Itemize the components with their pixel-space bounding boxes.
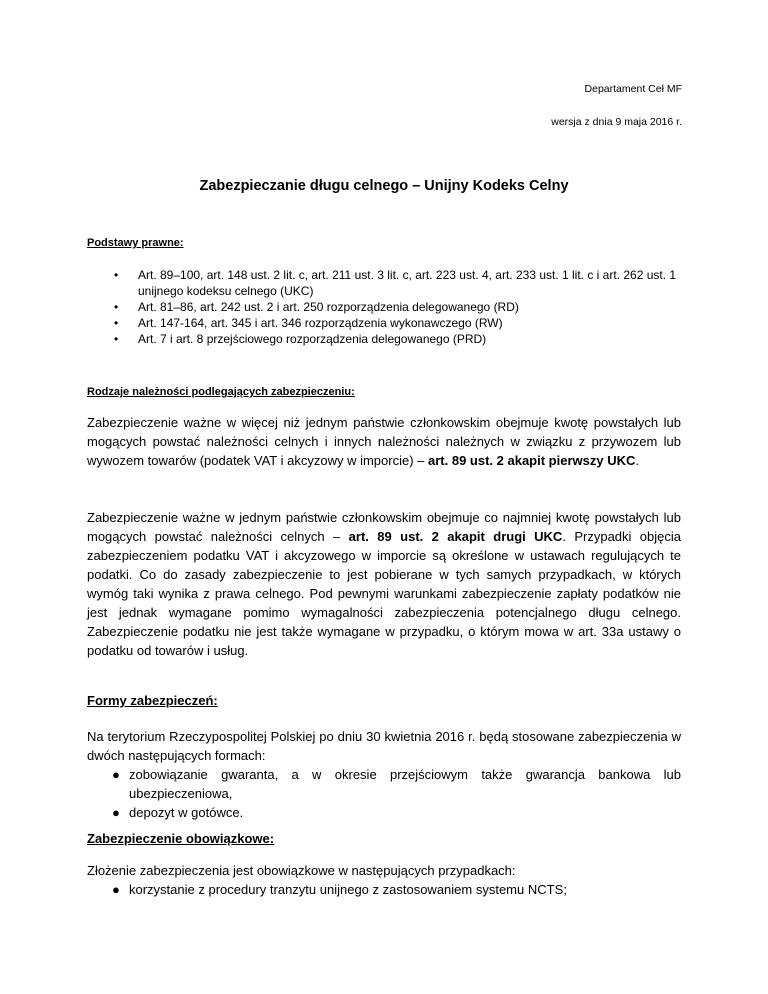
bullet-icon: ● [112,805,120,820]
list-item: ● depozyt w gotówce. [112,805,244,820]
bullet-icon: • [114,332,119,346]
bullet-icon: • [114,316,119,330]
mandatory-intro: Złożenie zabezpieczenia jest obowiązkowe w następujących przypadkach: [87,863,516,878]
receivables-paragraph-2: Zabezpieczenie ważne w jednym państwie członkowskim obejmuje co najmniej kwotę powstałych lub mogących powstać należności celnych – art. 89 ust. 2 akapit drugi UKC. Przypadki objęcia zabezpieczeniem podatku VAT i akcyzowego w imporcie są określone w ustawach regulujących te podatki. Co do zasady zabezpieczenie to jest pobierane w tych samych przypadkach, w których wymóg taki wynika z prawa celnego. Pod pewnymi warunkami zabezpieczenie zapłaty podatków nie jest jednak wymagane pomimo wymagalności zabezpieczenia potencjalnego długu celnego. Zabezpieczenie podatku nie jest także wymagane w przypadku, o którym mowa w art. 33a ustawy o podatku od towarów i usług. [87,510,682,658]
legal-basis-list [87,267,687,347]
list-item: • Art. 147-164, art. 345 i art. 346 rozporządzenia wykonawczego (RW) [114,316,503,330]
receivables-paragraph-1: Zabezpieczenie ważne w więcej niż jednym państwie członkowskim obejmuje kwotę powstałych lub mogących powstać należności celnych i innych należności należnych w związku z przywozem lub wywozem towarów (podatek VAT i akcyzowy w imporcie) – art. 89 ust. 2 akapit pierwszy UKC. [87,415,681,468]
list-item: ● zobowiązanie gwaranta, a w okresie przejściowym także gwarancja bankowa lub ubezpieczeniowa, [112,767,681,801]
bullet-icon: • [114,268,119,282]
mandatory-list [87,880,681,899]
mandatory-heading: Zabezpieczenie obowiązkowe: [87,831,275,846]
department-name: Departament Ceł MF [584,83,682,95]
forms-list [87,765,681,822]
bullet-icon: ● [112,882,120,897]
bullet-icon: • [114,300,119,314]
page-title: Zabezpieczanie długu celnego – Unijny Kodeks Celny [199,178,569,194]
version-date: wersja z dnia 9 maja 2016 r. [551,116,682,128]
list-item: • Art. 7 i art. 8 przejściowego rozporządzenia delegowanego (PRD) [114,332,487,346]
bullet-icon: ● [112,767,120,782]
forms-heading: Formy zabezpieczeń: [87,693,218,708]
list-item: ● korzystanie z procedury tranzytu unijnego z zastosowaniem systemu NCTS; [112,882,567,897]
list-item: • Art. 89–100, art. 148 ust. 2 lit. c, art. 211 ust. 3 lit. c, art. 223 ust. 4, art. 233 ust. 1 lit. c i art. 262 ust. 1 unijnego kodeksu celnego (UKC) [114,268,677,298]
forms-intro: Na terytorium Rzeczypospolitej Polskiej po dniu 30 kwietnia 2016 r. będą stosowane zabezpieczenia w dwóch następujących formach: [87,729,681,763]
receivables-heading: Rodzaje należności podlegających zabezpieczeniu: [87,386,355,398]
list-item: • Art. 81–86, art. 242 ust. 2 i art. 250 rozporządzenia delegowanego (RD) [114,300,519,314]
legal-basis-heading: Podstawy prawne: [87,237,184,249]
